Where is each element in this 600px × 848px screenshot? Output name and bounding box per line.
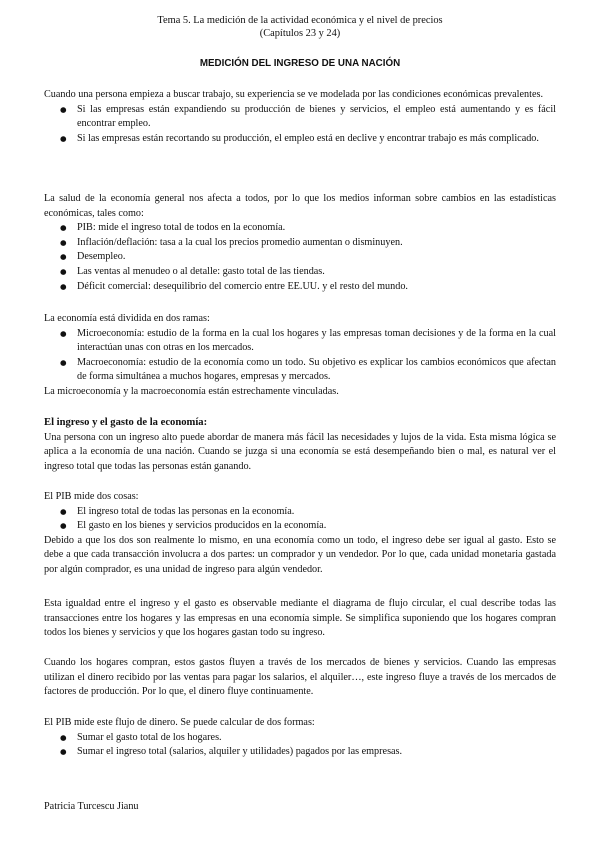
branches-paragraph: La economía está dividida en dos ramas: [44, 313, 210, 324]
statistics-bullet-list [44, 221, 556, 294]
list-item: ● Si las empresas están recortando su producción, el empleo está en declive y encontrar trabajo es más complicado. [44, 132, 556, 147]
list-item: ● El gasto en los bienes y servicios producidos en la economía. [44, 519, 556, 534]
list-item: ● Sumar el gasto total de los hogares. [44, 731, 556, 746]
gdp-flow-bullet-list [44, 731, 556, 760]
households-section [44, 656, 556, 700]
list-item: ● PIB: mide el ingreso total de todos en la economía. [44, 221, 556, 236]
gdp-measures-paragraph: El PIB mide dos cosas: [44, 491, 139, 502]
households-paragraph: Cuando los hogares compran, estos gastos fluyen a través de los mercados de bienes y servicios. Cuando las empresas utilizan el dinero recibido por las ventas para pagar los salarios, el alquiler…, este ingreso fluye a través de los mercados de factores de producción. Por lo que, el dinero fluye continuamente. [44, 657, 556, 698]
list-item: ● Macroeconomía: estudio de la economía como un todo. Su objetivo es explicar los cambios económicos que afectan de forma simultánea a muchos hogares, empresas y mercados. [44, 356, 556, 385]
health-paragraph: La salud de la economía general nos afecta a todos, por lo que los medios informan sobre cambios en las estadísticas económicas, tales como: [44, 193, 556, 219]
header-topic: Tema 5. La medición de la actividad económica y el nivel de precios [157, 15, 443, 26]
author-footer: Patricia Turcescu Jianu [44, 801, 139, 812]
list-item: ● Las ventas al menudeo o al detalle: gasto total de las tiendas. [44, 265, 556, 280]
gdp-measures-section [44, 490, 556, 578]
list-item: ● Desempleo. [44, 250, 556, 265]
list-item: ● Inflación/deflación: tasa a la cual los precios promedio aumentan o disminuyen. [44, 236, 556, 251]
branches-section [44, 312, 556, 400]
equality-paragraph: Esta igualdad entre el ingreso y el gasto es observable mediante el diagrama de flujo circular, el cual describe todas las transacciones entre los hogares y las empresas en una economía simple. Se simplifica suponiendo que los hogares compran todos los bienes y servicios y que los hogares gastan todo su ingreso. [44, 598, 556, 639]
intro-paragraph: Cuando una persona empieza a buscar trabajo, su experiencia se ve modelada por las condiciones económicas prevalentes. [44, 89, 543, 100]
list-item: ● Déficit comercial: desequilibrio del comercio entre EE.UU. y el resto del mundo. [44, 280, 556, 295]
header-chapters: (Capítulos 23 y 24) [259, 28, 341, 39]
document-title: MEDICIÓN DEL INGRESO DE UNA NACIÓN [199, 58, 401, 69]
list-item: ● Sumar el ingreso total (salarios, alquiler y utilidades) pagados por las empresas. [44, 745, 556, 760]
intro-bullet-list [44, 103, 556, 147]
equality-section [44, 597, 556, 641]
list-item: ● El ingreso total de todas las personas en la economía. [44, 505, 556, 520]
branches-closing: La microeconomía y la macroeconomía están estrechamente vinculadas. [44, 385, 339, 397]
intro-section [44, 88, 556, 146]
health-section [44, 192, 556, 294]
gdp-measures-closing: Debido a que los dos son realmente lo mismo, en una economía como un todo, el ingreso debe ser igual al gasto. Esto se debe a que cada transacción involucra a dos partes: un comprador y un vendedor. Por lo que, cada unidad monetaria gastada por algún comprador, es una unidad de ingreso para algún vendedor. [44, 534, 556, 575]
list-item: ● Si las empresas están expandiendo su producción de bienes y servicios, el empleo está aumentando y es fácil encontrar empleo. [44, 103, 556, 132]
list-item: ● Microeconomía: estudio de la forma en la cual los hogares y las empresas toman decisiones y de la forma en la cual interactúan unas con otras en los mercados. [44, 327, 556, 356]
page-header [0, 14, 600, 40]
gdp-flow-section [44, 716, 556, 760]
branches-bullet-list [44, 327, 556, 385]
income-paragraph: Una persona con un ingreso alto puede abordar de manera más fácil las necesidades y lujos de la vida. Esta misma lógica se aplica a la economía de una nación. Cuando se juzga si una economía se está desempeñando bien o mal, es natural ver el ingreso total que todas las personas están ganando. [44, 431, 556, 472]
income-heading: El ingreso y el gasto de la economía: [44, 417, 208, 428]
gdp-flow-paragraph: El PIB mide este flujo de dinero. Se puede calcular de dos formas: [44, 717, 315, 728]
income-section [44, 416, 556, 474]
gdp-measures-bullet-list [44, 505, 556, 534]
